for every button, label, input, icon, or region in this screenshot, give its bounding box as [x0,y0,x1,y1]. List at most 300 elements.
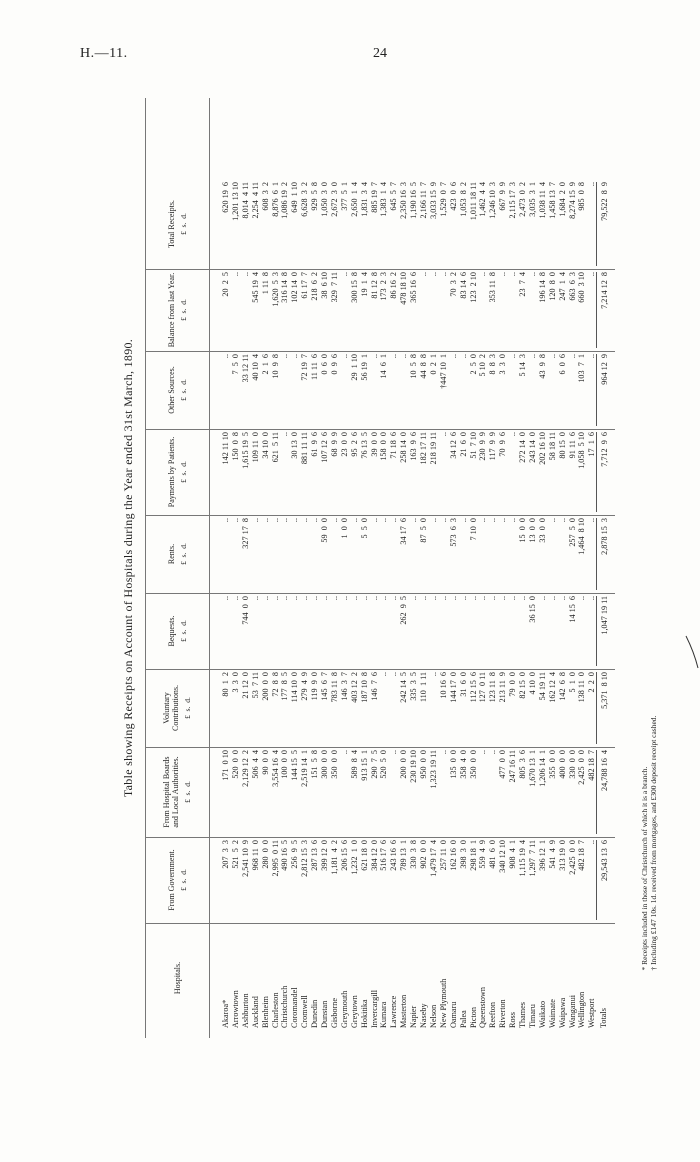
hospital-name: Dunstan [320,1000,329,1028]
total-rents: 2,878 15 3 [596,518,613,590]
cell-beq: .. [349,596,359,601]
cell-beq: .. [557,596,567,601]
cell-pat: 272 14 0 [518,432,527,463]
cell-vol: 127 0 11 [478,672,488,703]
cell-rents: .. [369,518,379,523]
cell-bal: .. [428,272,438,277]
cell-boards: 200 0 0 [399,750,409,779]
cell-gov: 298 18 1 [468,840,478,871]
hospital-name: Lawrence [389,995,399,1028]
cell-vol: 54 19 11 [537,672,547,701]
cell-rents: .. [280,518,290,523]
column-rule [145,515,615,516]
cell-rents: .. [458,518,468,523]
hospital-name: Ashburton [240,993,250,1028]
cell-beq: .. [547,596,557,601]
cell-total: 1,246 10 3 [488,182,498,219]
cell-total: 2,650 1 4 [349,182,359,217]
page-header [0,0,700,110]
cell-other: 33 12 11 [240,354,250,383]
header-rule [145,98,146,1038]
cell-pat: 158 0 0 [379,432,389,461]
cell-bal: 38 6 10 [320,272,329,299]
cell-pat: 258 14 0 [399,432,409,463]
cell-gov: 908 4 1 [508,840,518,869]
cell-rents: .. [438,518,448,523]
cell-other: 56 19 1 [359,354,369,381]
cell-bal: 329 7 11 [329,272,339,303]
cell-total: 1,038 11 4 [537,182,547,219]
cell-total: 377 5 1 [339,182,349,211]
cell-beq: .. [587,596,597,601]
cell-vol: 279 4 9 [300,672,310,701]
footnotes [631,656,667,978]
cell-boards: 358 4 0 [458,750,468,779]
cell-bal: 1 11 8 [260,272,270,295]
cell-vol: 783 11 8 [329,672,339,703]
hospital-name: Wellington [577,991,587,1028]
cell-pat: 95 2 6 [349,432,359,457]
unit-label: £ s. d. [178,213,188,235]
cell-bal: 123 2 10 [468,272,478,303]
column-rule [145,747,615,748]
column-header-label: From Government. [166,849,176,911]
cell-gov: 541 4 9 [547,840,557,869]
cell-pat: .. [280,432,290,437]
cell-bal: .. [498,272,508,277]
cell-total: 2,166 11 7 [419,182,428,219]
hospital-name: Invercargill [369,989,379,1028]
total-boards: 24,788 16 4 [596,750,613,834]
cell-rents: 87 5 0 [419,518,428,543]
cell-bal: 1,620 5 3 [270,272,280,307]
cell-pat: 1,615 19 5 [240,432,250,469]
column-rule [145,269,615,270]
cell-bal: 120 8 0 [547,272,557,301]
cell-beq: .. [537,596,547,601]
cell-boards: 2,425 0 0 [577,750,587,785]
cell-vol: 138 11 0 [577,672,587,703]
cell-vol: .. [389,672,399,677]
cell-total: 8,876 6 1 [270,182,280,217]
column-header-label: Voluntary Contributions. [162,685,180,732]
cell-pat: 76 13 5 [359,432,369,459]
cell-other: .. [587,354,597,359]
column-rule [145,923,615,924]
cell-boards: .. [488,750,498,755]
cell-vol: 53 7 11 [250,672,260,699]
column-header-name [145,928,209,1028]
unit-label: £ s. d. [178,379,188,401]
cell-total: 2,672 3 0 [329,182,339,217]
cell-rents: .. [547,518,557,523]
cell-pat: .. [508,432,518,437]
cell-total: 645 5 7 [389,182,399,211]
cell-boards: 151 5 8 [310,750,320,779]
cell-boards: 144 15 5 [290,750,300,781]
cell-beq: .. [300,596,310,601]
cell-other: 10 9 8 [270,354,280,379]
cell-bal: 196 14 8 [537,272,547,303]
cell-rents: .. [290,518,300,523]
cell-pat: 23 0 0 [339,432,349,457]
cell-rents: .. [389,518,399,523]
hospital-name: Nelson [428,1004,438,1028]
cell-vol: 82 15 0 [518,672,527,699]
cell-pat: 202 16 10 [537,432,547,465]
cell-vol: 144 17 0 [448,672,458,703]
cell-total: 1,462 4 4 [478,182,488,217]
cell-gov: 789 13 1 [399,840,409,871]
cell-beq: .. [359,596,369,601]
cell-other: 3 3 0 [498,354,508,375]
table-title: Table showing Receipts on Account of Hospitals during the Year ended 31st March, 1890. [121,338,135,798]
cell-other: .. [369,354,379,359]
cell-rents: .. [310,518,320,523]
cell-beq: .. [518,596,527,601]
cell-bal: 545 19 4 [250,272,260,303]
cell-total: 1,201 13 10 [230,182,240,221]
hospital-name: Kumara [379,1001,389,1028]
column-header-vol [145,672,209,744]
cell-other: .. [547,354,557,359]
cell-boards: 2,129 12 2 [240,750,250,787]
cell-boards: 247 16 11 [508,750,518,783]
cell-bal: 19 1 4 [359,272,369,297]
column-rule [145,669,615,670]
cell-rents: 7 10 0 [468,518,478,541]
cell-total: 6,628 3 2 [300,182,310,217]
cell-total: 885 19 7 [369,182,379,213]
hospital-name: Westport [587,998,597,1028]
cell-bal: 663 6 3 [567,272,577,301]
cell-bal: .. [527,272,537,277]
cell-beq: .. [270,596,280,601]
cell-gov: 399 12 0 [320,840,329,871]
column-header-row [145,98,209,1038]
page-reference: H.—11. [80,46,128,61]
hospital-name: Wanganui [567,995,577,1028]
cell-other: .. [290,354,300,359]
cell-total: 649 1 10 [290,182,300,213]
hospital-name: Coromandel [290,987,300,1028]
cell-gov: 2,995 0 11 [270,840,280,877]
cell-vol: 187 10 8 [359,672,369,703]
cell-boards: 3,554 16 4 [270,750,280,787]
cell-gov: 902 0 0 [419,840,428,869]
cell-rents: .. [508,518,518,523]
cell-gov: 559 4 9 [478,840,488,869]
cell-other: 8 8 3 [488,354,498,375]
cell-other: †447 10 1 [438,354,448,389]
cell-boards: .. [389,750,399,755]
hospital-name: Christchurch [280,985,290,1028]
column-header-total [145,182,209,266]
cell-beq: .. [577,596,587,601]
cell-pat: .. [438,432,448,437]
cell-boards: 520 0 0 [230,750,240,779]
cell-bal: 70 3 2 [448,272,458,297]
cell-boards: 913 15 1 [359,750,369,781]
cell-boards: 805 3 6 [518,750,527,779]
cell-boards: 477 0 0 [498,750,508,779]
cell-gov: 280 0 0 [260,840,270,869]
hospital-name: Cromwell [300,995,310,1028]
cell-vol: 4 10 0 [527,672,537,695]
cell-gov: 313 19 0 [557,840,567,871]
cell-other: 11 11 6 [310,354,320,381]
cell-boards: 520 5 0 [379,750,389,779]
cell-other: 6 0 6 [557,354,567,375]
column-rule [145,351,615,352]
column-header-label: Other Sources. [166,366,176,414]
cell-total: 8,014 4 11 [240,182,250,219]
cell-total: 620 19 6 [221,182,230,213]
cell-total: 1,458 13 7 [547,182,557,219]
hospital-name: Reefton [488,1002,498,1028]
cell-gov: 1,232 1 0 [349,840,359,875]
cell-other: .. [389,354,399,359]
hospital-name: Timaru [527,1004,537,1028]
cell-bal: 218 6 2 [310,272,320,301]
cell-total: 1,011 18 11 [468,182,478,221]
cell-gov: 2,425 0 0 [567,840,577,875]
cell-bal: .. [339,272,349,277]
cell-gov: 621 18 0 [359,840,369,871]
total-other: 964 12 9 [596,354,613,426]
column-header-label: Bequests. [166,615,176,647]
cell-vol: 79 0 0 [508,672,518,697]
cell-vol: 31 6 0 [458,672,468,697]
cell-vol: 5 1 0 [567,672,577,693]
cell-other: 5 10 2 [478,354,488,377]
hospital-name: Gisborne [329,997,339,1028]
cell-beq: .. [488,596,498,601]
cell-vol: 21 12 0 [240,672,250,699]
cell-pat: 39 0 0 [369,432,379,457]
cell-pat: 51 7 10 [468,432,478,459]
cell-gov: 243 16 6 [389,840,399,871]
cell-pat: 142 11 10 [221,432,230,465]
cell-other: 0 6 0 [320,354,329,375]
cell-beq: .. [438,596,448,601]
cell-gov: 1,479 17 4 [428,840,438,877]
cell-total: 667 9 9 [498,182,508,211]
cell-bal: 300 15 8 [349,272,359,303]
cell-vol: 110 1 11 [419,672,428,703]
hospital-name: Dunedin [310,999,320,1028]
cell-rents: .. [379,518,389,523]
cell-boards: .. [339,750,349,755]
cell-total: .. [587,182,597,187]
hospital-name: Akaroa* [221,999,230,1028]
cell-other: 44 8 8 [419,354,428,379]
cell-boards: 950 0 0 [419,750,428,779]
cell-gov: 2,541 10 9 [240,840,250,877]
total-gov: 29,543 13 6 [596,840,613,920]
cell-rents: .. [428,518,438,523]
cell-boards: 1,206 14 1 [537,750,547,787]
cell-pat: 230 9 9 [478,432,488,461]
column-header-pat [145,432,209,512]
cell-vol: 72 8 8 [270,672,280,697]
cell-beq: .. [290,596,300,601]
cell-vol: 146 3 7 [339,672,349,701]
cell-beq: 262 9 5 [399,596,409,625]
cell-total: 1,383 1 4 [379,182,389,217]
cell-boards: 290 7 5 [369,750,379,779]
cell-pat: 881 11 11 [300,432,310,465]
cell-beq: 36 15 0 [527,596,537,623]
cell-total: 3,035 3 1 [527,182,537,217]
cell-bal: .. [508,272,518,277]
cell-vol: 112 15 6 [468,672,478,703]
cell-total: 1,086 19 2 [280,182,290,219]
hospital-name: Ross [508,1012,518,1028]
cell-boards: 135 0 0 [448,750,458,779]
cell-rents: .. [329,518,339,523]
cell-total: 1,529 0 7 [438,182,448,217]
cell-beq: .. [369,596,379,601]
cell-gov: 207 3 3 [221,840,230,869]
cell-bal: 86 16 2 [389,272,399,299]
cell-total: 2,350 16 3 [399,182,409,219]
hospital-name: Waipawa [557,997,567,1028]
cell-pat: 30 13 0 [290,432,300,459]
cell-gov: 516 17 6 [379,840,389,871]
cell-gov: 1,115 19 4 [518,840,527,877]
cell-other: .. [508,354,518,359]
cell-gov: 162 16 0 [448,840,458,871]
page-edge-mark [684,634,700,670]
cell-gov: 256 9 5 [290,840,300,869]
cell-vol: 80 1 2 [221,672,230,697]
cell-boards: 506 4 4 [250,750,260,779]
cell-gov: 287 13 6 [310,840,320,871]
cell-beq: .. [329,596,339,601]
cell-vol: 177 8 5 [280,672,290,701]
cell-rents: 257 5 0 [567,518,577,547]
cell-other: 29 1 10 [349,354,359,381]
cell-rents: 1 0 0 [339,518,349,539]
cell-vol: 10 16 6 [438,672,448,699]
cell-pat: 61 9 6 [310,432,320,457]
cell-gov: 257 11 0 [438,840,448,871]
cell-pat: 621 5 11 [270,432,280,463]
cell-other: 0 9 6 [329,354,339,375]
hospital-name: Arrowtown [230,990,240,1028]
cell-rents: .. [557,518,567,523]
cell-bal: 247 1 4 [557,272,567,301]
cell-rents: .. [478,518,488,523]
cell-bal: 660 3 10 [577,272,587,303]
cell-beq: .. [409,596,419,601]
column-header-label: Rents. [166,543,176,565]
cell-bal: 365 16 6 [409,272,419,303]
cell-rents: .. [498,518,508,523]
total-total: 79,522 8 9 [596,182,613,266]
cell-bal: 23 7 4 [518,272,527,297]
cell-vol: .. [428,672,438,677]
cell-vol: 242 14 5 [399,672,409,703]
cell-pat: 91 11 6 [567,432,577,459]
column-header-boards [145,750,209,834]
cell-pat: 68 9 9 [329,432,339,457]
cell-bal: 83 14 6 [458,272,468,299]
column-header-other [145,354,209,426]
cell-boards: 300 0 0 [320,750,329,779]
cell-bal: 316 14 8 [280,272,290,303]
cell-bal: 173 2 3 [379,272,389,301]
cell-vol: 145 6 7 [320,672,329,701]
cell-rents: .. [230,518,240,523]
cell-beq: .. [250,596,260,601]
header-rule [209,98,210,1038]
cell-total: 929 5 8 [310,182,320,211]
cell-other: 7 5 0 [230,354,240,375]
cell-other: 14 6 1 [379,354,389,379]
cell-other: .. [221,354,230,359]
cell-beq: .. [468,596,478,601]
cell-boards: 400 0 0 [557,750,567,779]
cell-total: 985 0 8 [577,182,587,211]
cell-vol: 403 12 2 [349,672,359,703]
cell-rents: 327 17 8 [240,518,250,549]
cell-beq: 744 0 0 [240,596,250,625]
cell-pat: 70 9 6 [498,432,508,457]
cell-beq: .. [419,596,428,601]
cell-pat: 34 10 0 [260,432,270,459]
cell-beq: .. [339,596,349,601]
cell-pat: 243 14 0 [527,432,537,463]
cell-boards: 100 0 0 [280,750,290,779]
cell-gov: 398 3 0 [458,840,468,869]
column-header-label: Hospitals. [172,961,182,995]
cell-beq: .. [448,596,458,601]
hospital-name: Palea [458,1010,468,1028]
cell-bal: .. [230,272,240,277]
hospital-name: Picton [468,1007,478,1028]
cell-gov: 330 3 8 [409,840,419,869]
cell-total: 1,050 3 0 [320,182,329,217]
hospital-name: Thames [518,1002,527,1028]
cell-boards: 350 0 0 [329,750,339,779]
unit-label: £ s. d. [178,299,188,321]
cell-bal: .. [240,272,250,277]
cell-vol: .. [379,672,389,677]
cell-boards: 330 0 0 [567,750,577,779]
cell-beq: .. [320,596,329,601]
cell-pat: 182 17 11 [419,432,428,465]
cell-rents: .. [260,518,270,523]
column-header-beq [145,596,209,666]
cell-total: 1,053 8 2 [458,182,468,217]
cell-vol: 200 0 0 [260,672,270,701]
cell-vol: 213 11 9 [498,672,508,703]
cell-gov: 1,297 7 11 [527,840,537,877]
cell-total: 608 3 2 [260,182,270,211]
unit-label: £ s. d. [178,543,188,565]
cell-beq: .. [508,596,518,601]
cell-pat: 150 0 8 [230,432,240,461]
cell-boards: 90 0 0 [260,750,270,775]
cell-pat: 218 19 11 [428,432,438,465]
cell-pat: 107 12 6 [320,432,329,463]
cell-boards: 2,519 14 1 [300,750,310,787]
cell-total: 423 0 6 [448,182,458,211]
cell-gov: .. [587,840,597,845]
cell-pat: 58 18 11 [547,432,557,461]
